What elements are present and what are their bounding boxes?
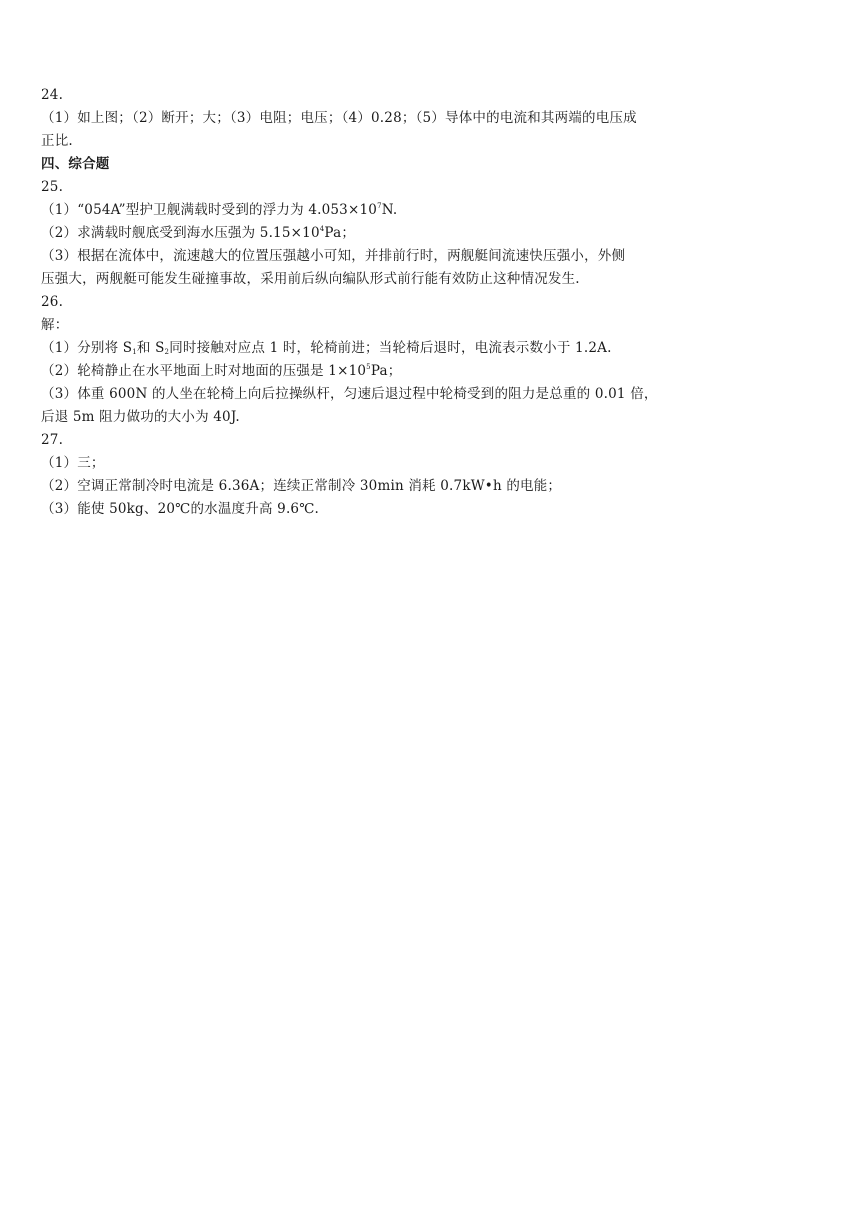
q25-a1-unit: N. [381,202,398,218]
question-25-answer-3-line-2: 压强大，两舰艇可能发生碰撞事故，采用前后纵向编队形式前行能有效防止这种情况发生. [41,271,580,287]
q25-a2-exponent: 4 [319,225,325,233]
question-25-answer-3-line-1: （3）根据在流体中，流速越大的位置压强越小可知，并排前行时，两舰艇间流速快压强小，外侧 [41,248,626,264]
question-24-number: 24. [41,87,64,103]
question-26-answer-3-line-1: （3）体重 600N 的人坐在轮椅上向后拉操纵杆，匀速后退过程中轮椅受到的阻力是总重的 0.01 倍， [41,386,658,402]
section-4-heading: 四、综合题 [41,156,110,172]
question-26-number: 26. [41,294,64,310]
q25-a1-text: （1）“054A”型护卫舰满载时受到的浮力为 4.053×10 [41,202,378,218]
q26-a2-text: （2）轮椅静止在水平地面上时对地面的压强是 1×10 [41,363,367,379]
question-27-answer-3: （3）能使 50kg、20℃的水温度升高 9.6℃. [41,501,320,517]
question-25-number: 25. [41,179,64,195]
q25-a2-unit: Pa； [324,225,356,241]
q26-a1-part-1: （1）分别将 S [41,340,133,356]
question-26-intro: 解： [41,317,69,333]
question-26-answer-2 [41,360,731,383]
q26-a1-part-3: 同时接触对应点 1 时，轮椅前进；当轮椅后退时，电流表示数小于 1.2A. [169,340,612,356]
question-24-answer-line-2: 正比. [41,133,73,149]
question-27-answer-2: （2）空调正常制冷时电流是 6.36A；连续正常制冷 30min 消耗 0.7kW•h 的电能； [41,478,562,494]
q26-a1-subscript-1: 1 [132,348,137,356]
answer-document [41,84,731,521]
question-25-answer-2 [41,222,731,245]
question-27-number: 27. [41,432,64,448]
q26-a2-exponent: 5 [366,363,371,371]
question-26-answer-1 [41,337,731,360]
q26-a1-subscript-2: 2 [164,348,170,356]
q25-a1-exponent: 7 [377,202,382,210]
question-27-answer-1: （1）三； [41,455,105,471]
q25-a2-text: （2）求满载时舰底受到海水压强为 5.15×10 [41,225,320,241]
q26-a1-part-2: 和 S [136,340,165,356]
question-26-answer-3-line-2: 后退 5m 阻力做功的大小为 40J. [41,409,240,425]
question-24-answer-line-1: （1）如上图；（2）断开；大；（3）电阻；电压；（4）0.28；（5）导体中的电流和其两端的电压成 [41,110,637,126]
q26-a2-unit: Pa； [370,363,402,379]
question-25-answer-1 [41,199,731,222]
